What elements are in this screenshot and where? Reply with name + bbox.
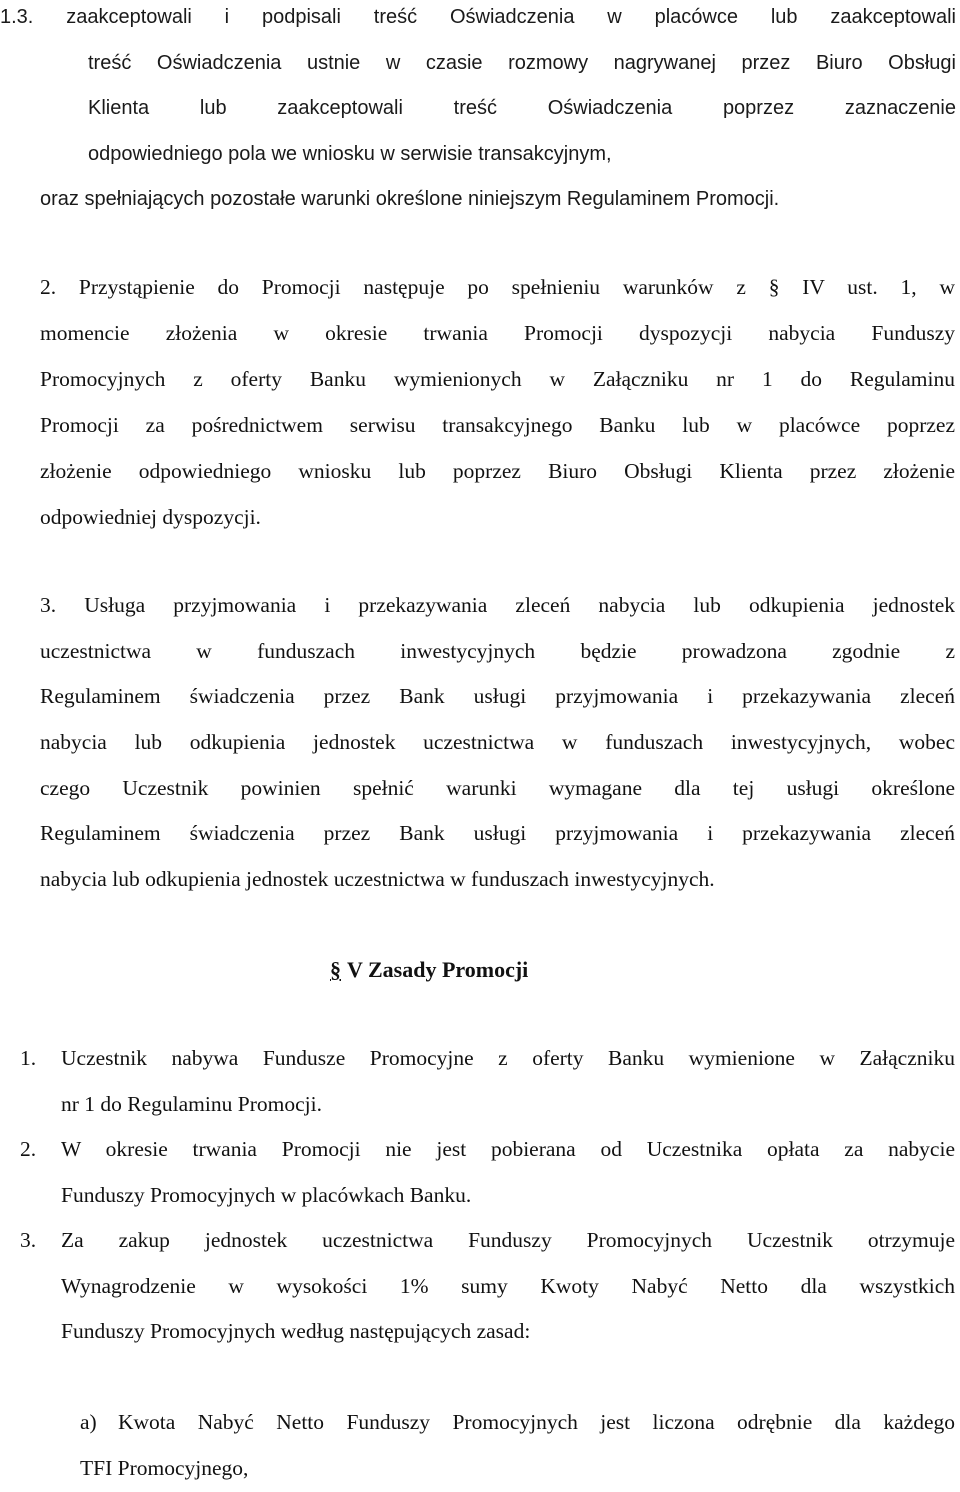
paragraph-3-line: Regulaminem świadczenia przez Bank usługi przyjmowania i przekazywania zleceń xyxy=(40,684,955,709)
section-1-3-line: 1.3. zaakceptowali i podpisali treść Oświadczenia w placówce lub zaakceptowali xyxy=(0,6,956,28)
list-item-line: nr 1 do Regulaminu Promocji. xyxy=(61,1091,322,1116)
list-item-line: Za zakup jednostek uczestnictwa Funduszy Promocyjnych Uczestnik otrzymuje xyxy=(61,1228,955,1252)
section-title: V Zasady Promocji xyxy=(347,957,529,982)
list-item-line: Uczestnik nabywa Fundusze Promocyjne z oferty Banku wymienione w Załączniku xyxy=(61,1046,955,1070)
paragraph-2 xyxy=(40,265,955,541)
list-item-line: Funduszy Promocyjnych w placówkach Banku. xyxy=(61,1182,472,1207)
list-item-line: W okresie trwania Promocji nie jest pobierana od Uczestnika opłata za nabycie xyxy=(61,1137,955,1161)
paragraph-3-line: uczestnictwa w funduszach inwestycyjnych będzie prowadzona zgodnie z xyxy=(40,638,955,663)
section-1-3-line: odpowiedniego pola we wniosku w serwisie transakcyjnym, xyxy=(88,142,612,165)
paragraph-2-line: Promocji za pośrednictwem serwisu transakcyjnego Banku lub w placówce poprzez xyxy=(40,413,955,437)
sub-item-label: a) xyxy=(80,1410,97,1434)
list-item-number: 1. xyxy=(20,1046,37,1070)
section-1-3-line: Klienta lub zaakceptowali treść Oświadczenia poprzez zaznaczenie xyxy=(88,97,956,119)
section-1-3-line: treść Oświadczenia ustnie w czasie rozmowy nagrywanej przez Biuro Obsługi xyxy=(88,51,956,74)
paragraph-3-line: Regulaminem świadczenia przez Bank usługi przyjmowania i przekazywania zleceń xyxy=(40,821,955,846)
list-item-number: 2. xyxy=(20,1137,37,1161)
paragraph-3-line: nabycia lub odkupienia jednostek uczestnictwa w funduszach inwestycyjnych, wobec xyxy=(40,730,955,755)
paragraph-3-line: czego Uczestnik powinien spełnić warunki wymagane dla tej usługi określone xyxy=(40,775,955,800)
list-item-line: Funduszy Promocyjnych według następujących zasad: xyxy=(61,1319,531,1343)
paragraph-2-line: momencie złożenia w okresie trwania Promocji dyspozycji nabycia Funduszy xyxy=(40,321,955,345)
section-heading xyxy=(330,950,528,990)
paragraph-3-line: 3. Usługa przyjmowania i przekazywania zleceń nabycia lub odkupienia jednostek xyxy=(40,593,955,617)
paragraph-2-line: odpowiedniej dyspozycji. xyxy=(40,505,261,529)
section-1-3 xyxy=(0,0,956,228)
paragraph-3-line: nabycia lub odkupienia jednostek uczestnictwa w funduszach inwestycyjnych. xyxy=(40,867,715,892)
numbered-list xyxy=(20,1036,955,1355)
paragraph-2-line: złożenie odpowiedniego wniosku lub poprzez Biuro Obsługi Klienta przez złożenie xyxy=(40,459,955,483)
paragraph-2-line: 2. Przystąpienie do Promocji następuje po spełnieniu warunków z § IV ust. 1, w xyxy=(40,275,955,299)
list-item xyxy=(20,1218,955,1355)
section-symbol: § xyxy=(330,957,341,982)
list-item xyxy=(20,1036,955,1127)
list-item-number: 3. xyxy=(20,1228,37,1252)
sub-item-line: TFI Promocyjnego, xyxy=(80,1456,249,1480)
paragraph-3 xyxy=(40,583,955,903)
list-item xyxy=(20,1127,955,1218)
sub-item-a xyxy=(80,1400,955,1492)
section-1-3-line: oraz spełniających pozostałe warunki określone niniejszym Regulaminem Promocji. xyxy=(40,188,780,210)
sub-item-line: Kwota Nabyć Netto Funduszy Promocyjnych jest liczona odrębnie dla każdego xyxy=(118,1410,955,1434)
paragraph-2-line: Promocyjnych z oferty Banku wymienionych w Załączniku nr 1 do Regulaminu xyxy=(40,367,955,391)
list-item-line: Wynagrodzenie w wysokości 1% sumy Kwoty Nabyć Netto dla wszystkich xyxy=(61,1273,955,1298)
